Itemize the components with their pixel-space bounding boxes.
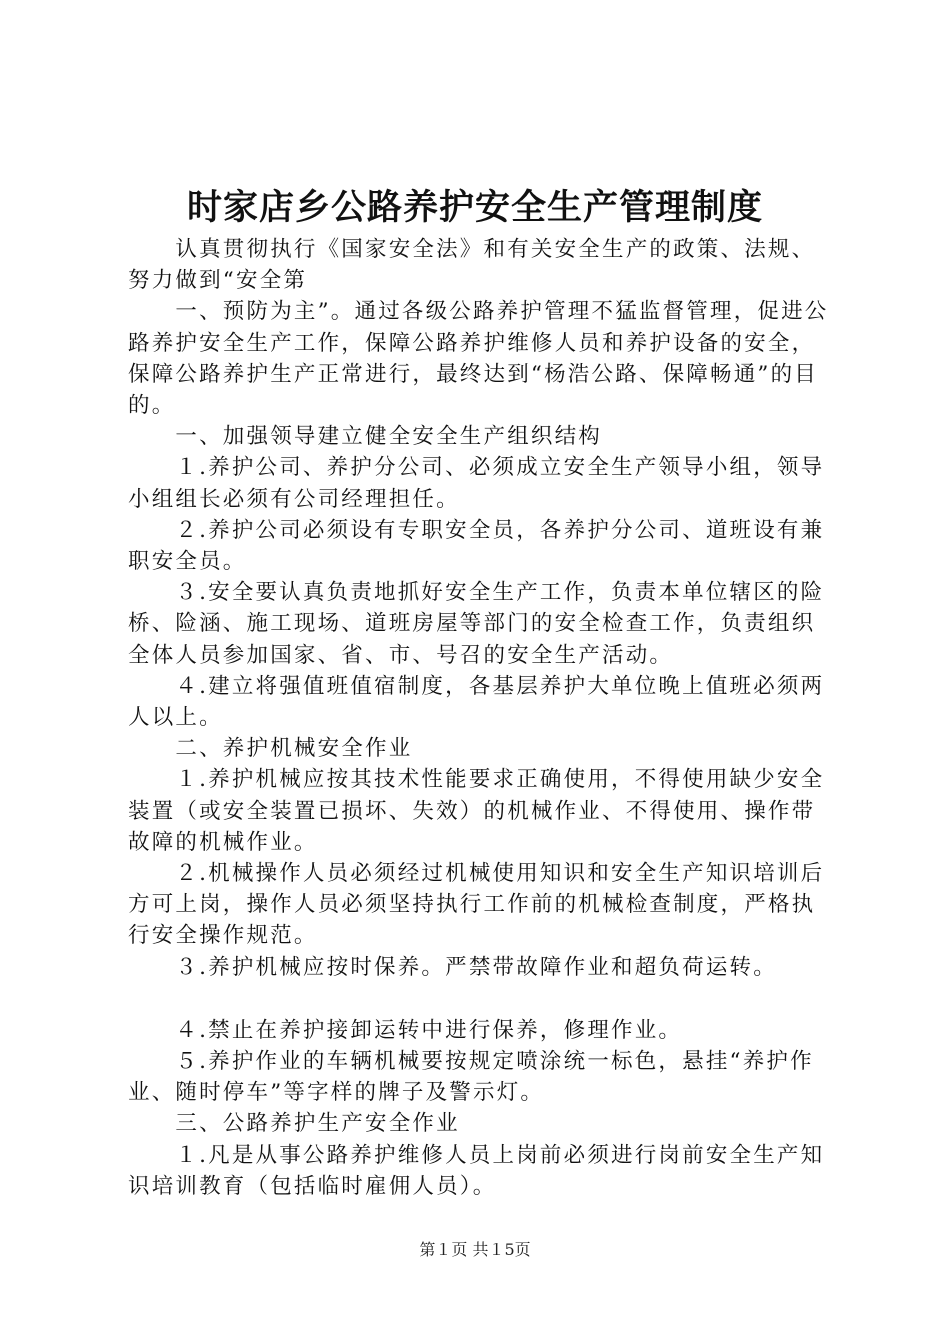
paragraph: ４.禁止在养护接卸运转中进行保养，修理作业。 [128, 1017, 683, 1043]
paragraph: 一、预防为主”。通过各级公路养护管理不猛监督管理，促进公路养护安全生产工作，保障公路养护维修人员和养护设备的安全，保障公路养护生产正常进行，最终达到“杨浩公路、保障畅通”的目的。 [128, 299, 829, 419]
section-heading: 三、公路养护生产安全作业 [128, 1111, 460, 1137]
paragraph: ２.养护公司必须设有专职安全员，各养护分公司、道班设有兼职安全员。 [128, 517, 825, 575]
section-heading: 二、养护机械安全作业 [128, 736, 413, 762]
page-number: 第１页 共１5页 [419, 1240, 531, 1259]
paragraph: ２.机械操作人员必须经过机械使用知识和安全生产知识培训后方可上岗，操作人员必须坚持执行工作前的机械检查制度，严格执行安全操作规范。 [128, 861, 825, 949]
paragraph: １.养护公司、养护分公司、必须成立安全生产领导小组，领导小组组长必须有公司经理担任。 [128, 455, 825, 512]
blank-line [128, 983, 834, 1015]
paragraph: ４.建立将强值班值宿制度，各基层养护大单位晚上值班必须两人以上。 [128, 673, 825, 731]
document-body [128, 234, 834, 1202]
document-title: 时家店乡公路养护安全生产管理制度 [186, 188, 763, 228]
paragraph: １.凡是从事公路养护维修人员上岗前必须进行岗前安全生产知识培训教育（包括临时雇佣人员）。 [128, 1142, 825, 1199]
paragraph: 认真贯彻执行《国家安全法》和有关安全生产的政策、法规、努力做到“安全第 [128, 237, 816, 294]
section-heading: 一、加强领导建立健全安全生产组织结构 [128, 424, 603, 450]
paragraph: ３.养护机械应按时保养。严禁带故障作业和超负荷运转。 [128, 954, 777, 980]
paragraph: ３.安全要认真负责地抓好安全生产工作，负责本单位辖区的险桥、险涵、施工现场、道班房屋等部门的安全检查工作，负责组织全体人员参加国家、省、市、号召的安全生产活动。 [128, 580, 825, 668]
paragraph: ５.养护作业的车辆机械要按规定喷涂统一标色，悬挂“养护作业、随时停车”等字样的牌子及警示灯。 [128, 1049, 814, 1106]
paragraph: １.养护机械应按其技术性能要求正确使用，不得使用缺少安全装置（或安全装置已损坏、失效）的机械作业、不得使用、操作带故障的机械作业。 [128, 767, 825, 855]
